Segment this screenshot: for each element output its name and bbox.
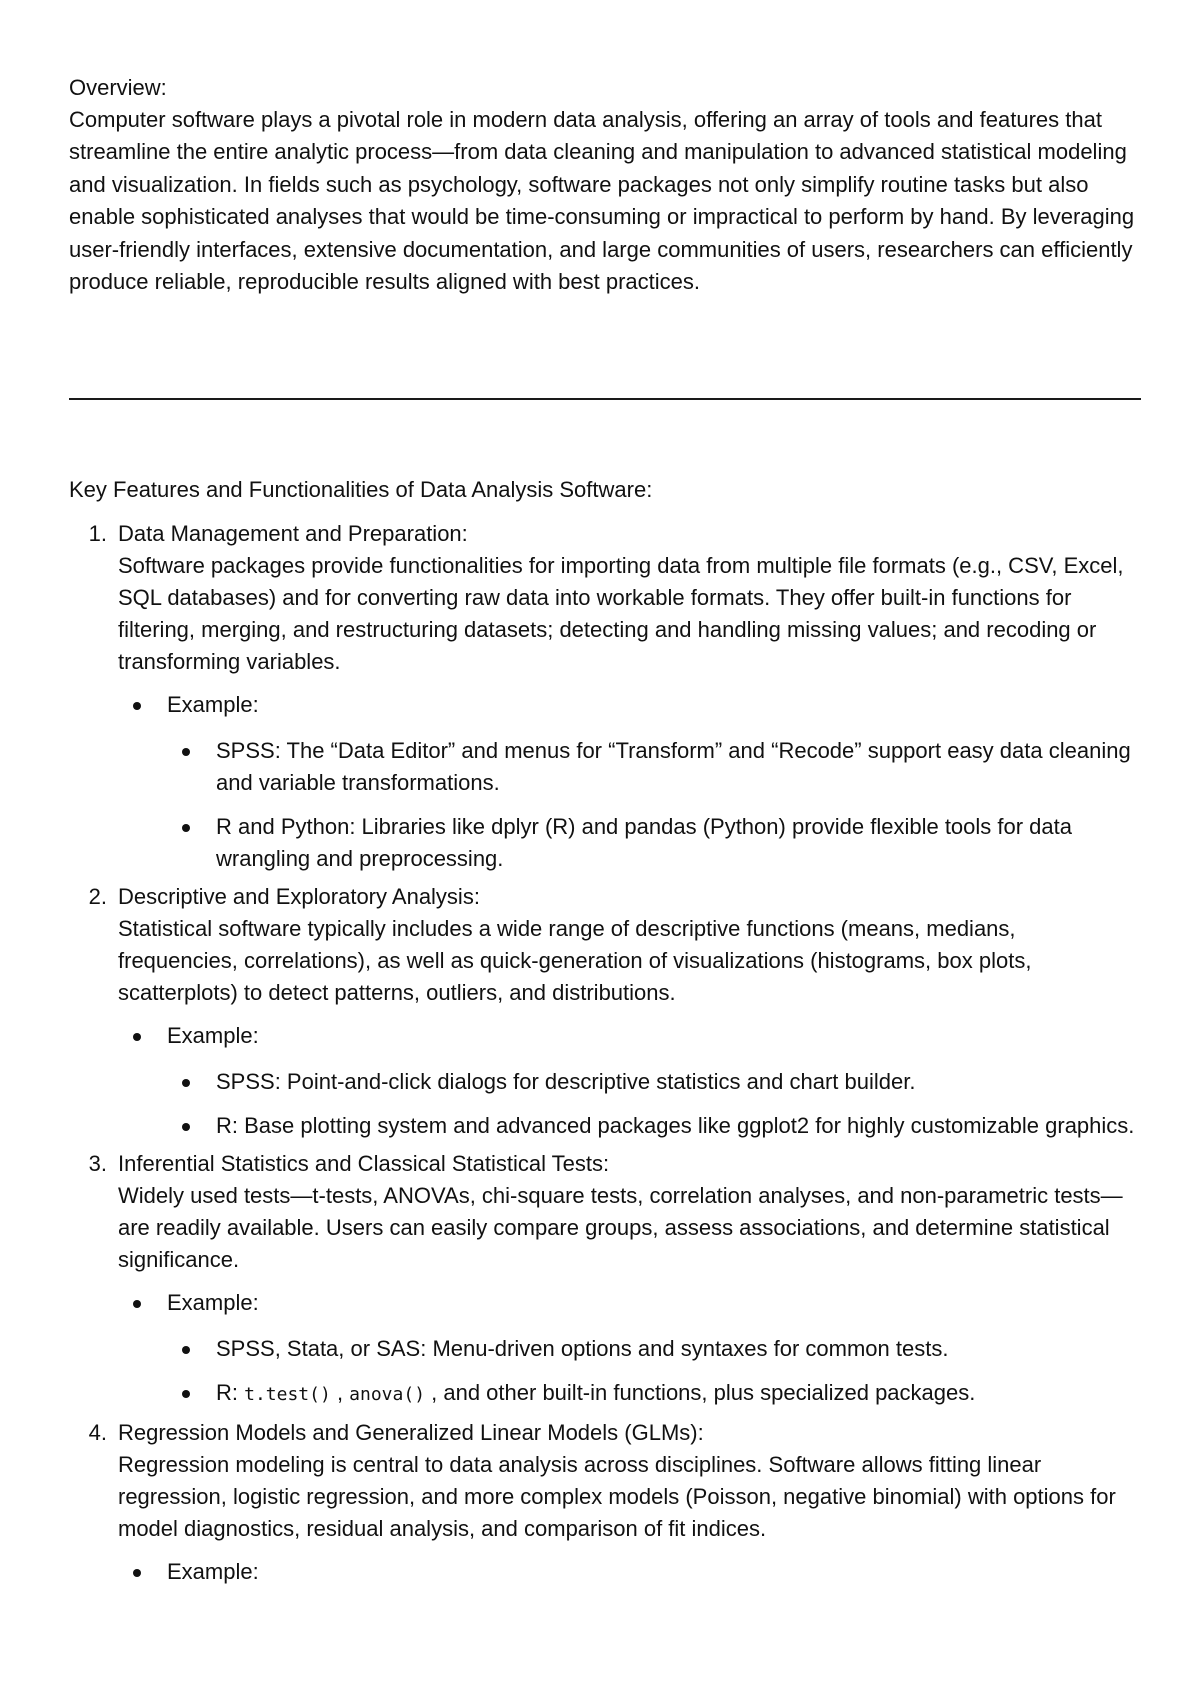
bullet-icon <box>133 702 141 710</box>
horizontal-divider <box>69 398 1141 400</box>
overview-section <box>69 72 1139 298</box>
bullet-icon <box>182 748 190 756</box>
example-label: Example: <box>167 692 259 717</box>
bullet-icon <box>182 1079 190 1087</box>
feature-number: 3. <box>88 1151 107 1176</box>
example-text: : Libraries like dplyr (R) and pandas (Python) provide flexible tools for data wrangling and preprocessing. <box>216 814 1073 871</box>
example-lead: SPSS <box>216 1069 275 1094</box>
example-tail: , and other built-in functions, plus specialized packages. <box>425 1380 976 1405</box>
example-lead: R and Python <box>216 814 350 839</box>
feature-title: Data Management and Preparation: <box>118 521 468 546</box>
example-item <box>216 1333 1139 1365</box>
bullet-icon <box>182 1346 190 1354</box>
features-section <box>69 474 1139 1588</box>
example-item <box>216 811 1139 875</box>
bullet-icon <box>133 1033 141 1041</box>
feature-item-3 <box>88 1148 1139 1411</box>
code-snippet: t.test() <box>244 1384 331 1405</box>
feature-item-4 <box>88 1417 1139 1588</box>
example-lead: SPSS, Stata, or SAS <box>216 1336 421 1361</box>
example-text: : Base plotting system and advanced packages like ggplot2 for highly customizable graphics. <box>231 1113 1135 1138</box>
example-text: : The “Data Editor” and menus for “Transform” and “Recode” support easy data cleaning and variable transformations. <box>216 738 1131 795</box>
example-label-row <box>167 1020 1139 1052</box>
bullet-icon <box>182 1123 190 1131</box>
feature-number: 1. <box>88 521 107 546</box>
bullet-icon <box>182 1390 190 1398</box>
feature-body: Statistical software typically includes a wide range of descriptive functions (means, medians, frequencies, correlations), as well as quick-generation of visualizations (histograms, box plots, scatterplots) to detect patterns, outliers, and distributions. <box>118 916 1032 1005</box>
example-text: : <box>231 1380 245 1405</box>
feature-item-1 <box>88 518 1139 875</box>
feature-body: Regression modeling is central to data analysis across disciplines. Software allows fitting linear regression, logistic regression, and more complex models (Poisson, negative binomial) with options for model diagnostics, residual analysis, and comparison of fit indices. <box>118 1452 1116 1541</box>
code-snippet: anova() <box>349 1384 426 1405</box>
example-label-row <box>167 1287 1139 1319</box>
feature-body: Widely used tests—t-tests, ANOVAs, chi-square tests, correlation analyses, and non-parametric tests—are readily available. Users can easily compare groups, assess associations, and determine statistical significance. <box>118 1183 1123 1272</box>
example-item <box>216 1110 1139 1142</box>
bullet-icon <box>133 1300 141 1308</box>
example-lead: R <box>216 1113 232 1138</box>
example-item <box>216 1066 1139 1098</box>
example-text: : Point-and-click dialogs for descriptive statistics and chart builder. <box>274 1069 916 1094</box>
example-separator: , <box>330 1380 350 1405</box>
example-label: Example: <box>167 1023 259 1048</box>
features-list <box>69 518 1139 1588</box>
example-label-row <box>167 689 1139 721</box>
feature-title: Descriptive and Exploratory Analysis: <box>118 884 480 909</box>
example-lead: R <box>216 1380 232 1405</box>
feature-title: Inferential Statistics and Classical Statistical Tests: <box>118 1151 610 1176</box>
feature-title: Regression Models and Generalized Linear Models (GLMs): <box>118 1420 704 1445</box>
example-lead: SPSS <box>216 738 275 763</box>
feature-body: Software packages provide functionalities for importing data from multiple file formats (e.g., CSV, Excel, SQL databases) and for converting raw data into workable formats. They offer built-in functions for filtering, merging, and restructuring datasets; detecting and handling missing values; and recoding or transforming variables. <box>118 553 1124 674</box>
bullet-icon <box>182 824 190 832</box>
example-label-row <box>167 1556 1139 1588</box>
feature-number: 2. <box>88 884 107 909</box>
overview-text: Computer software plays a pivotal role in modern data analysis, offering an array of tools and features that streamline the entire analytic process—from data cleaning and manipulation to advanced statistical modeling and visualization. In fields such as psychology, software packages not only simplify routine tasks but also enable sophisticated analyses that would be time-consuming or impractical to perform by hand. By leveraging user-friendly interfaces, extensive documentation, and large communities of users, researchers can efficiently produce reliable, reproducible results aligned with best practices. <box>69 107 1135 295</box>
feature-number: 4. <box>88 1420 107 1445</box>
feature-item-2 <box>88 881 1139 1142</box>
example-label: Example: <box>167 1559 259 1584</box>
overview-label: Overview: <box>69 75 167 100</box>
example-text: : Menu-driven options and syntaxes for common tests. <box>420 1336 949 1361</box>
bullet-icon <box>133 1569 141 1577</box>
features-heading: Key Features and Functionalities of Data Analysis Software: <box>69 477 653 502</box>
example-label: Example: <box>167 1290 259 1315</box>
example-item <box>216 1377 1139 1411</box>
example-item <box>216 735 1139 799</box>
